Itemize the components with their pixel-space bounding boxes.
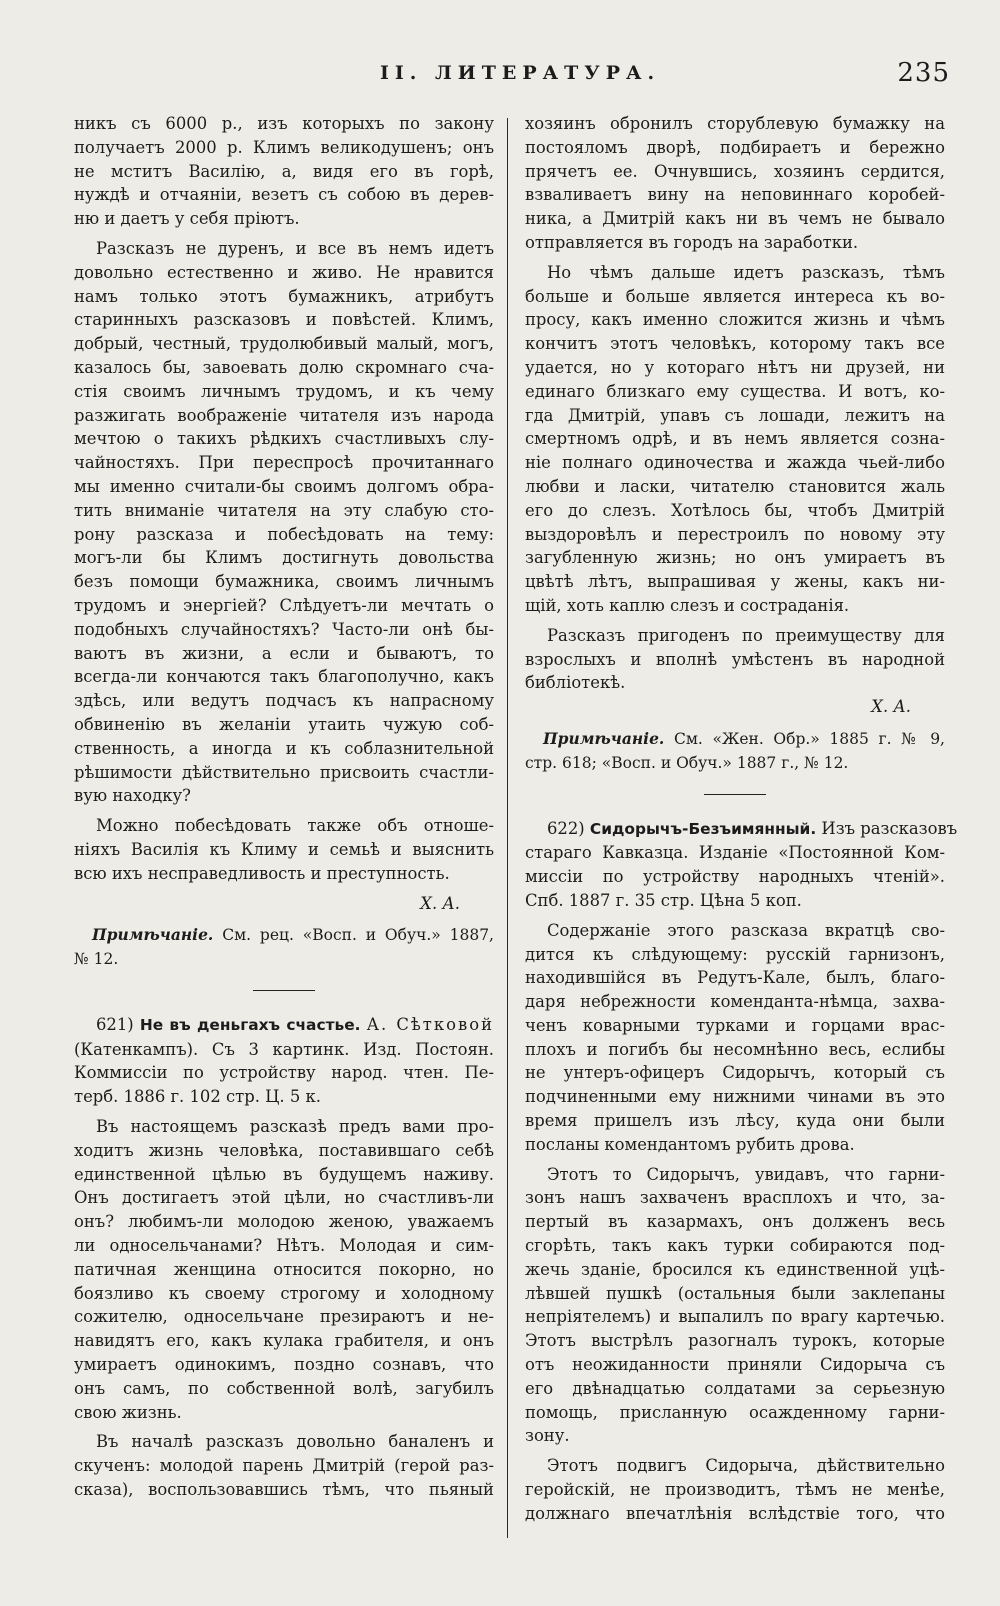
text-line: любви и ласки, читателю становится жаль: [525, 476, 945, 496]
text-line: мечтою о такихъ рѣдкихъ счастливыхъ слу-: [74, 429, 494, 449]
text-line: ходитъ жизнь человѣка, поставившаго себѣ: [74, 1140, 494, 1160]
text-line: онъ самъ, по собственной волѣ, загубилъ: [74, 1378, 494, 1398]
text-line: сожителю, односельчане презираютъ и не-: [74, 1307, 494, 1327]
text-line: ніе полнаго одиночества и жажда чьей-либо: [525, 453, 945, 473]
paragraph: [525, 112, 945, 255]
text-line: его двѣнадцатью солдатами за серьезную: [525, 1378, 945, 1398]
text-line: не унтеръ-офицеръ Сидорычъ, который съ: [525, 1063, 945, 1083]
entry-author: А. Сѣтковой: [366, 1014, 495, 1034]
text-line: прячетъ ее. Очнувшись, хозяинъ сердится,: [525, 161, 945, 181]
column-divider: [507, 118, 508, 1538]
text-line: загубленную жизнь; но онъ умираетъ въ: [525, 548, 945, 568]
text-line: терб. 1886 г. 102 стр. Ц. 5 к.: [74, 1087, 321, 1107]
text-line: зонъ нашъ захваченъ врасплохъ и что, за-: [525, 1188, 945, 1208]
note-line: стр. 618; «Восп. и Обуч.» 1887 г., № 12.: [525, 753, 849, 772]
running-head: II. ЛИТЕРАТУРА.: [380, 62, 661, 84]
text-line: Въ началѣ разсказъ довольно баналенъ и: [96, 1432, 494, 1452]
text-line: ника, а Дмитрій какъ ни въ чемъ не бывало: [525, 209, 945, 229]
text-line: миссіи по устройству народныхъ чтеній».: [525, 867, 945, 887]
text-line: единаго близкаго ему существа. И вотъ, ко-: [525, 381, 945, 401]
page-number: 235: [897, 58, 950, 88]
text-line: Этотъ выстрѣлъ разогналъ турокъ, которые: [525, 1331, 945, 1351]
text-line: рѣшимости дѣйствительно присвоить счастли-: [74, 762, 494, 782]
text-line: Онъ достигаетъ этой цѣли, но счастливъ-ли: [74, 1188, 494, 1208]
text-line: Но чѣмъ дальше идетъ разсказъ, тѣмъ: [547, 262, 945, 282]
text-line: Въ настоящемъ разсказѣ предъ вами про-: [96, 1117, 494, 1137]
text-line: ственность, а иногда и къ соблазнительной: [74, 738, 494, 758]
entry-heading-rest: [74, 1038, 494, 1109]
text-line: сгорѣть, такъ какъ турки собираются под-: [525, 1236, 945, 1256]
text-line: находившійся въ Редутъ-Кале, былъ, благо-: [525, 968, 945, 988]
text-line: боязливо къ своему строгому и холодному: [74, 1283, 494, 1303]
text-line: нуждѣ и отчаяніи, везетъ съ собою въ дерев-: [74, 185, 494, 205]
entry-number: 622): [547, 818, 585, 838]
text-line: обвиненію въ желаніи утаить чужую соб-: [74, 714, 494, 734]
text-line: лѣвшей пушкѣ (остальныя были заклепаны: [525, 1283, 945, 1303]
text-line: получаетъ 2000 р. Климъ великодушенъ; онъ: [74, 137, 494, 157]
paragraph: [74, 112, 494, 231]
text-line: отъ неожиданности приняли Сидорыча съ: [525, 1355, 945, 1375]
paragraph: [525, 624, 945, 695]
text-line: смертномъ одрѣ, и въ немъ является созна-: [525, 429, 945, 449]
text-line: больше и больше является интереса къ во-: [525, 286, 945, 306]
text-line: здѣсь, или ведутъ подчасъ къ напрасному: [74, 691, 494, 711]
signature: Х. А.: [420, 893, 460, 913]
text-line: трудомъ и энергіей? Слѣдуетъ-ли мечтать о: [74, 595, 494, 615]
text-line: непріятелемъ) и выпалилъ по врагу картечью.: [525, 1307, 945, 1327]
entry-title: Не въ деньгахъ счастье.: [139, 1015, 361, 1034]
left-column: [74, 112, 494, 1508]
entry-heading-line: [525, 817, 958, 842]
text-line: время пришелъ изъ лѣсу, куда они были: [525, 1111, 945, 1131]
text-line: цвѣтѣ лѣтъ, выпрашивая у жены, какъ ни-: [525, 572, 945, 592]
text-line: намъ только этотъ бумажникъ, атрибутъ: [74, 286, 494, 306]
text-line: кончитъ этотъ человѣкъ, которому такъ все: [525, 334, 945, 354]
right-column: [525, 112, 958, 1532]
text-line: выздоровѣлъ и перестроилъ по новому эту: [525, 524, 945, 544]
text-line: хозяинъ обронилъ сторублевую бумажку на: [525, 114, 945, 133]
editorial-note: [525, 727, 945, 776]
text-line: посланы комендантомъ рубить дрова.: [525, 1134, 855, 1154]
entry-heading-line: [74, 1013, 494, 1038]
text-line: всегда-ли кончаются такъ благополучно, какъ: [74, 667, 494, 687]
text-line: не мститъ Василію, а, видя его въ горѣ,: [74, 161, 494, 181]
text-line: помощь, присланную осажденному гарни-: [525, 1402, 945, 1422]
paragraph: [74, 1430, 494, 1501]
signature: Х. А.: [871, 697, 911, 717]
note-text: См. «Жен. Обр.» 1885 г. № 9,: [673, 729, 945, 748]
editorial-note: [74, 923, 494, 972]
text-line: умираетъ одинокимъ, поздно сознавъ, что: [74, 1355, 494, 1375]
text-line: даря небрежности коменданта-нѣмца, захва-: [525, 992, 945, 1012]
text-line: плохъ и погибъ бы несомнѣнно весь, еслибы: [525, 1039, 945, 1059]
page-header: [70, 58, 950, 98]
text-line: должнаго впечатлѣнія вслѣдствіе того, что: [525, 1503, 945, 1523]
note-label: Примѣчаніе.: [92, 925, 214, 945]
text-line: всю ихъ несправедливость и преступность.: [74, 863, 450, 883]
text-line: сказа), воспользовавшись тѣмъ, что пьяный: [74, 1480, 494, 1500]
text-line: щій, хоть каплю слезъ и состраданія.: [525, 595, 850, 615]
text-line: разжигать воображеніе читателя изъ народа: [74, 405, 494, 425]
text-line: гда Дмитрій, упавъ съ лошади, лежитъ на: [525, 405, 945, 425]
paragraph: [74, 237, 494, 808]
entry-621-heading: [74, 1013, 494, 1109]
text-line: ніяхъ Василія къ Климу и семьѣ и выяснить: [74, 839, 494, 859]
note-label: Примѣчаніе.: [543, 728, 665, 748]
text-line: Разсказъ пригоденъ по преимуществу для: [547, 625, 945, 645]
text-line: навидятъ его, какъ кулака грабителя, и онъ: [74, 1331, 494, 1351]
note-line: № 12.: [74, 950, 119, 969]
text-line: постояломъ дворѣ, подбираетъ и бережно: [525, 137, 945, 157]
text-line: чайностяхъ. При переспросѣ прочитаннаго: [74, 453, 494, 473]
paragraph: [525, 1454, 945, 1525]
text-line: Этотъ то Сидорычъ, увидавъ, что гарни-: [547, 1164, 945, 1184]
text-line: могъ-ли бы Климъ достигнуть довольства: [74, 548, 494, 568]
text-line: дится къ слѣдующему: русскій гарнизонъ,: [525, 944, 945, 964]
text-line: старинныхъ разсказовъ и повѣстей. Климъ,: [74, 310, 494, 330]
text-line: ваютъ въ жизни, а если и бываютъ, то: [74, 643, 494, 663]
text-line: пертый въ казармахъ, онъ долженъ весь: [525, 1212, 945, 1232]
text-line: подобныхъ случайностяхъ? Часто-ли онѣ бы-: [74, 619, 494, 639]
text-line: геройскій, не производитъ, тѣмъ не менѣе,: [525, 1480, 945, 1500]
text-line: зону.: [525, 1426, 570, 1446]
text-line: ню и даетъ у себя пріютъ.: [74, 209, 300, 229]
text-line: ченъ коварными турками и горцами врас-: [525, 1015, 945, 1035]
paragraph: [525, 1163, 945, 1449]
note-line: [525, 727, 945, 752]
separator: [253, 990, 315, 991]
paragraph: [74, 814, 494, 885]
entry-title: Сидорычъ-Безъимянный.: [589, 819, 817, 838]
text-line: тить вниманіе читателя на эту слабую сто-: [74, 500, 494, 520]
text-line: взрослыхъ и вполнѣ умѣстенъ въ народной: [525, 649, 945, 669]
paragraph: [525, 919, 945, 1157]
text-line: просу, какъ именно сложится жизнь и чѣмъ: [525, 310, 945, 330]
paragraph: [74, 1115, 494, 1424]
text-line: довольно естественно и живо. Не нравится: [74, 262, 494, 282]
entry-heading-rest: [525, 841, 945, 912]
text-line: жечь зданіе, бросился къ единственной уцѣ-: [525, 1259, 945, 1279]
text-line: патичная женщина относится покорно, но: [74, 1259, 494, 1279]
note-line: [74, 923, 494, 948]
text-line: скученъ: молодой парень Дмитрій (герой раз-: [74, 1456, 494, 1476]
note-text: См. рец. «Восп. и Обуч.» 1887,: [222, 926, 494, 945]
text-line: Спб. 1887 г. 35 стр. Цѣна 5 коп.: [525, 890, 802, 910]
text-line: добрый, честный, трудолюбивый малый, могъ,: [74, 334, 494, 354]
text-line: мы именно считали-бы своимъ долгомъ обра-: [74, 476, 494, 496]
text-line: Разсказъ не дуренъ, и все въ немъ идетъ: [96, 238, 494, 258]
entry-subtitle: Изъ разсказовъ: [821, 818, 958, 838]
text-line: стія своимъ личнымъ трудомъ, и къ чему: [74, 381, 494, 401]
entry-622-heading: [525, 817, 958, 913]
text-line: онъ? любимъ-ли молодою женою, уважаемъ: [74, 1212, 494, 1232]
text-line: никъ съ 6000 р., изъ которыхъ по закону: [74, 114, 494, 133]
text-line: стараго Кавказца. Изданіе «Постоянной Ком-: [525, 843, 945, 863]
text-line: (Катенкампъ). Съ 3 картинк. Изд. Постоян.: [74, 1039, 494, 1059]
separator: [704, 794, 766, 795]
text-line: его до слезъ. Хотѣлось бы, чтобъ Дмитрій: [525, 500, 945, 520]
text-line: библіотекѣ.: [525, 673, 626, 693]
text-line: взваливаетъ вину на неповиннаго коробей-: [525, 185, 945, 205]
text-line: Коммиссіи по устройству народ. чтен. Пе-: [74, 1063, 494, 1083]
text-line: безъ помощи бумажника, своимъ личнымъ: [74, 572, 494, 592]
paragraph: [525, 261, 945, 618]
text-line: ли односельчанами? Нѣтъ. Молодая и сим-: [74, 1236, 494, 1256]
text-line: подчиненными ему нижними чинами въ это: [525, 1087, 945, 1107]
text-line: казалось бы, завоевать долю скромнаго сча-: [74, 357, 494, 377]
text-line: свою жизнь.: [74, 1402, 182, 1422]
text-line: отправляется въ городъ на заработки.: [525, 232, 859, 252]
text-line: единственной цѣлью въ будущемъ наживу.: [74, 1164, 494, 1184]
text-line: рону разсказа и побесѣдовать на тему:: [74, 524, 494, 544]
text-line: Содержаніе этого разсказа вкратцѣ сво-: [547, 920, 945, 940]
text-line: Этотъ подвигъ Сидорыча, дѣйствительно: [547, 1456, 945, 1476]
text-line: вую находку?: [74, 786, 191, 806]
text-line: Можно побесѣдовать также объ отноше-: [96, 816, 494, 836]
entry-number: 621): [96, 1014, 134, 1034]
text-line: удается, но у котораго нѣтъ ни друзей, ни: [525, 357, 945, 377]
